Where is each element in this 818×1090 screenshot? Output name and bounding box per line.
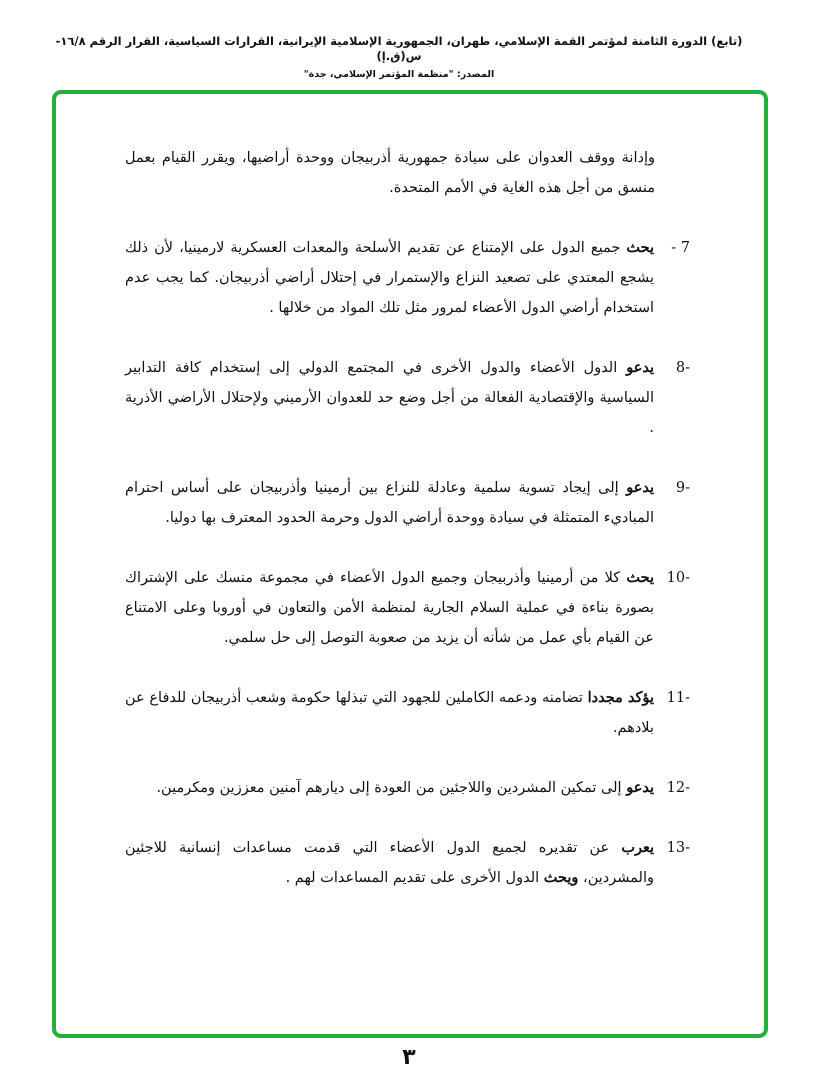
page-number: ٣ — [402, 1045, 416, 1070]
item-text-2: الدول الأخرى على تقديم المساعدات لهم . — [285, 870, 544, 886]
item-text: تضامنه ودعمه الكاملين للجهود التي تبذلها حكومة وشعب أذربيجان للدفاع عن بلادهم. — [125, 690, 654, 736]
document-source: المصدر: "منظمة المؤتمر الإسلامي، جدة" — [303, 69, 495, 80]
resolution-item-9 — [125, 473, 690, 533]
item-number: -12 — [666, 780, 690, 796]
document-header — [40, 34, 758, 81]
item-text: الدول الأعضاء والدول الأخرى في المجتمع الدولي إلى إستخدام كافة التدابير السياسية والإقتصادية الفعالة من أجل وضع حد للعدوان الأرميني ولإحتلال الأراضي الأذرية . — [125, 360, 654, 436]
item-text: جميع الدول على الإمتناع عن تقديم الأسلحة والمعدات العسكرية لارمينيا، لأن ذلك يشجع المعتدي على تصعيد النزاع والإستمرار في إحتلال أراضي أذربيجان. كما يجب عدم استخدام أراضي الدول الأعضاء لمرور مثل تلك المواد من خلالها . — [125, 240, 654, 316]
item-verb: يدعو — [626, 479, 654, 496]
item-verb: يحث — [626, 239, 654, 256]
item-number: -8 — [675, 360, 690, 376]
resolution-item-11 — [125, 683, 690, 743]
item-number: 7 - — [671, 240, 690, 256]
item-verb: يعرب — [621, 839, 654, 856]
resolution-item-10 — [125, 563, 690, 653]
resolution-item-12 — [125, 773, 690, 803]
item-verb: يدعو — [626, 779, 654, 796]
resolution-item-7 — [125, 233, 690, 323]
item-text: كلا من أرمينيا وأذربيجان وجميع الدول الأعضاء في مجموعة منسك على الإشتراك بصورة بناءة في عملية السلام الجارية لمنظمة الأمن والتعاون في أوروبا وعلى الامتناع عن القيام بأي عمل من شأنه أن يزيد من صعوبة التوصل إلى حل سلمي. — [125, 570, 654, 646]
item-text: عن تقديره لجميع الدول الأعضاء التي قدمت مساعدات إنسانية للاجئين والمشردين، — [125, 840, 654, 886]
document-body — [125, 143, 690, 893]
document-header-title: (تابع) الدورة الثامنة لمؤتمر القمة الإسلامي، طهران، الجمهورية الإسلامية الإيرانية، القرارات السياسية، القرار الرقم ١٦/٨-س(ق.إ) — [55, 34, 743, 63]
item-number: -10 — [666, 570, 690, 586]
item-text: إلى تمكين المشردين واللاجئين من العودة إلى ديارهم آمنين معززين ومكرمين. — [156, 780, 627, 796]
item-text: إلى إيجاد تسوية سلمية وعادلة للنزاع بين أرمينيا وأذربيجان على أساس احترام المباديء المتمثلة في سيادة ووحدة أراضي الدول وحرمة الحدود المعترف بها دوليا. — [125, 480, 654, 526]
resolution-item-13 — [125, 833, 690, 893]
item-number: -9 — [675, 480, 690, 496]
item-verb: يؤكد مجددا — [587, 689, 654, 706]
item-verb-2: ويحث — [543, 869, 579, 886]
intro-paragraph — [125, 143, 690, 203]
resolution-item-8 — [125, 353, 690, 443]
item-verb: يدعو — [626, 359, 654, 376]
intro-text: وإدانة ووقف العدوان على سيادة جمهورية أذربيجان ووحدة أراضيها، ويقرر القيام بعمل منسق من أجل هذه الغاية في الأمم المتحدة. — [125, 150, 655, 196]
item-number: -11 — [666, 690, 690, 706]
item-verb: يحث — [626, 569, 654, 586]
item-number: -13 — [666, 840, 690, 856]
